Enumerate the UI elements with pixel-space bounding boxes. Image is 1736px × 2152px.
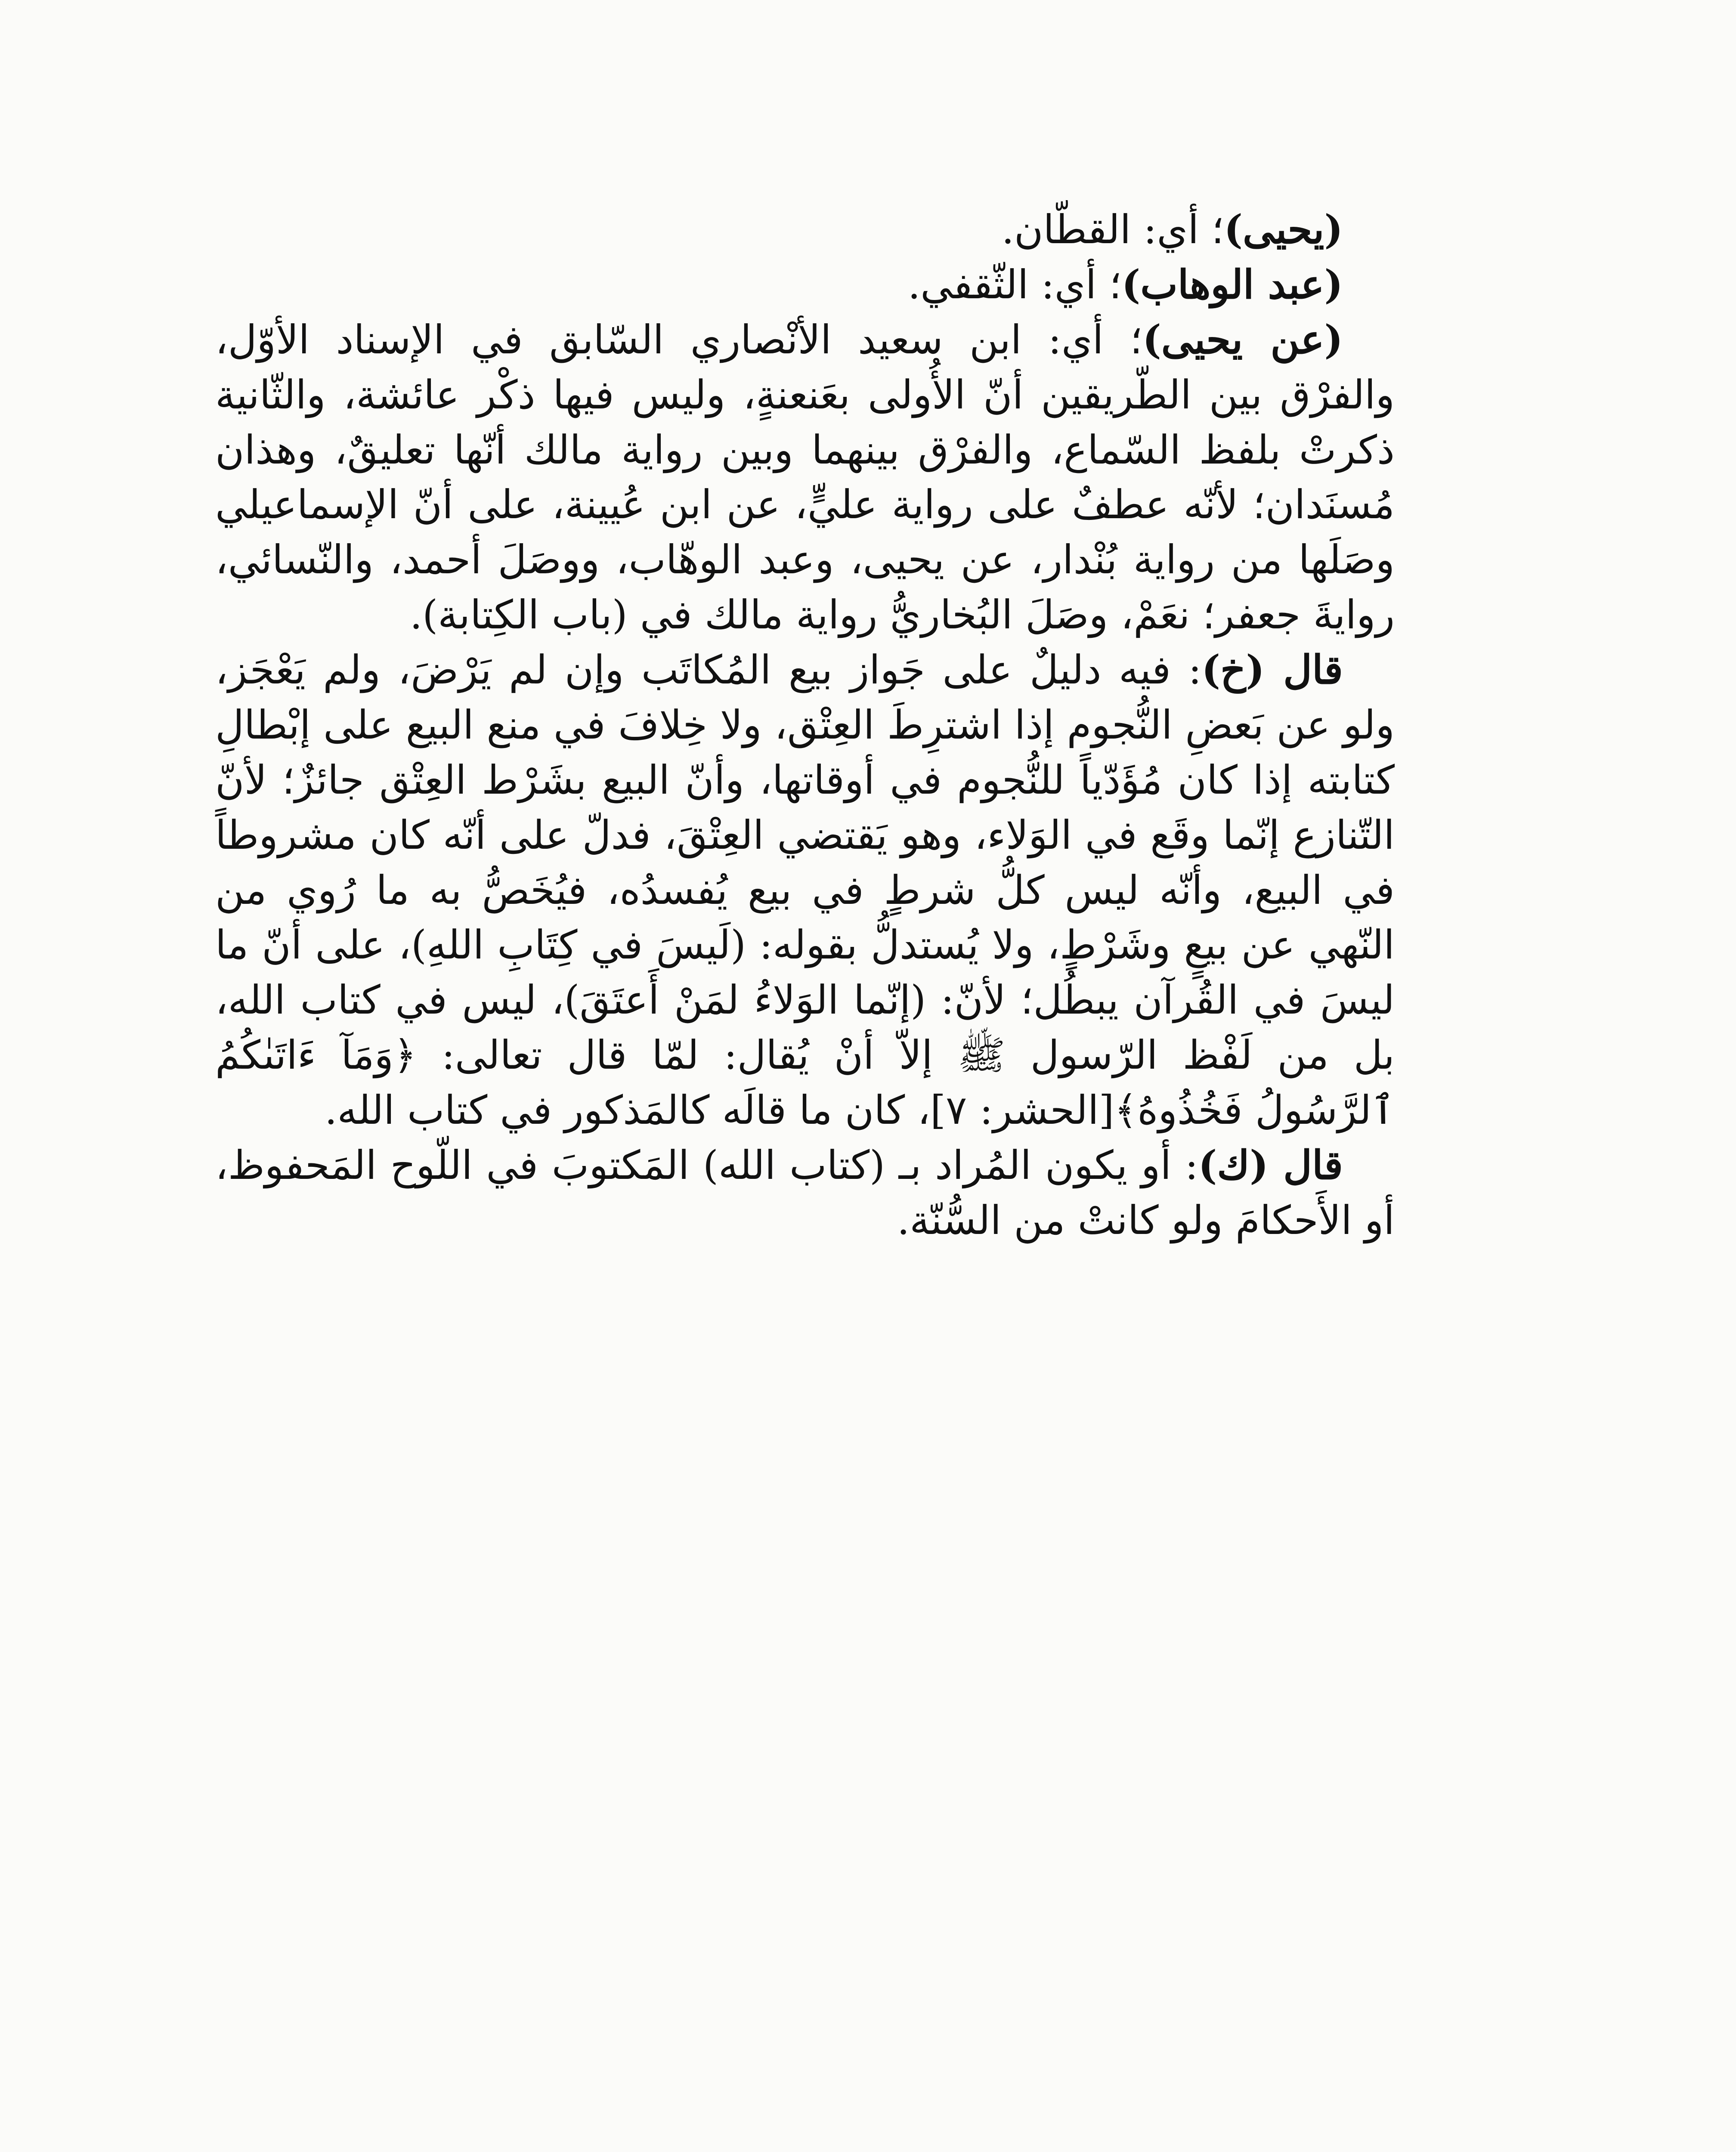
paragraph-qal-kaf [215, 1138, 1395, 1248]
paragraph-text: ؛ أي: القطّان. [1001, 207, 1224, 253]
paragraph-yahya [215, 202, 1395, 257]
paragraph-qal-kha [215, 643, 1395, 1138]
paragraph-text: ؛ أي: ابن سعيد الأنْصاري السّابق في الإسناد الأوّل، والفرْق بين الطّريقين أنّ الأُولى بعَنعنةٍ، وليس فيها ذكْر عائشة، والثّانية ذكرتْ بلفظ السّماع، والفرْق بينهما وبين رواية مالك أنّها تعليقٌ، وهذان مُسنَدان؛ لأنّه عطفٌ على رواية عليٍّ، عن ابن عُيينة، على أنّ الإسماعيلي وصَلَها من رواية بُنْدار، عن يحيى، وعبد الوهّاب، ووصَلَ أحمد، والنّسائي، روايةَ جعفر؛ نعَمْ، وصَلَ البُخاريُّ رواية مالك في (باب الكِتابة). [215, 316, 1395, 638]
paragraph-text: : فيه دليلٌ على جَواز بيع المُكاتَب وإن لم يَرْضَ، ولم يَعْجَز، ولو عن بَعضِ النُّجوم إذا اشترِطَ العِتْق، ولا خِلافَ في منع البيع على إبْطالِ كتابته إذا كان مُؤَدّياً للنُّجوم في أوقاتها، وأنّ البيع بشَرْط العِتْق جائزٌ؛ لأنّ التّنازع إنّما وقَع في الوَلاء، وهو يَقتضي العِتْقَ، فدلّ على أنّه كان مشروطاً في البيع، وأنّه ليس كلُّ شرطٍ في بيع يُفسدُه، فيُخَصُّ به ما رُوي من النّهي عن بيعٍ وشَرْطٍ، ولا يُستدلُّ بقوله: (لَيسَ في كِتَابِ اللهِ)، على أنّ ما ليسَ في القُرآن يبطُل؛ لأنّ: (إنّما الوَلاءُ لمَنْ أَعتَقَ)، ليس في كتاب الله، بل من لَفْظ الرّسول ﷺ إلاّ أنْ يُقال: لمّا قال تعالى: ﴿وَمَآ ءَاتَىٰكُمُ ٱلرَّسُولُ فَخُذُوهُ﴾[الحشر: ٧]، كان ما قالَه كالمَذكور في كتاب الله. [215, 647, 1395, 1133]
paragraph-an-yahya [215, 312, 1395, 643]
main-text [215, 202, 1395, 1248]
term-label: (يحيى) [1224, 206, 1343, 253]
term-label: (عبد الوهاب) [1121, 261, 1343, 308]
paragraph-text: ؛ أي: الثّقفي. [908, 261, 1122, 308]
paragraph-abd-al-wahhab [215, 257, 1395, 312]
term-label: قال (خ) [1201, 646, 1343, 693]
term-label: (عن يحيى) [1142, 316, 1343, 363]
term-label: قال (ك) [1198, 1141, 1343, 1188]
paragraph-text: : أو يكون المُراد بـ (كتاب الله) المَكتوبَ في اللّوح المَحفوظ، أو الأَحكامَ ولو كانتْ من السُّنّة. [215, 1142, 1395, 1243]
